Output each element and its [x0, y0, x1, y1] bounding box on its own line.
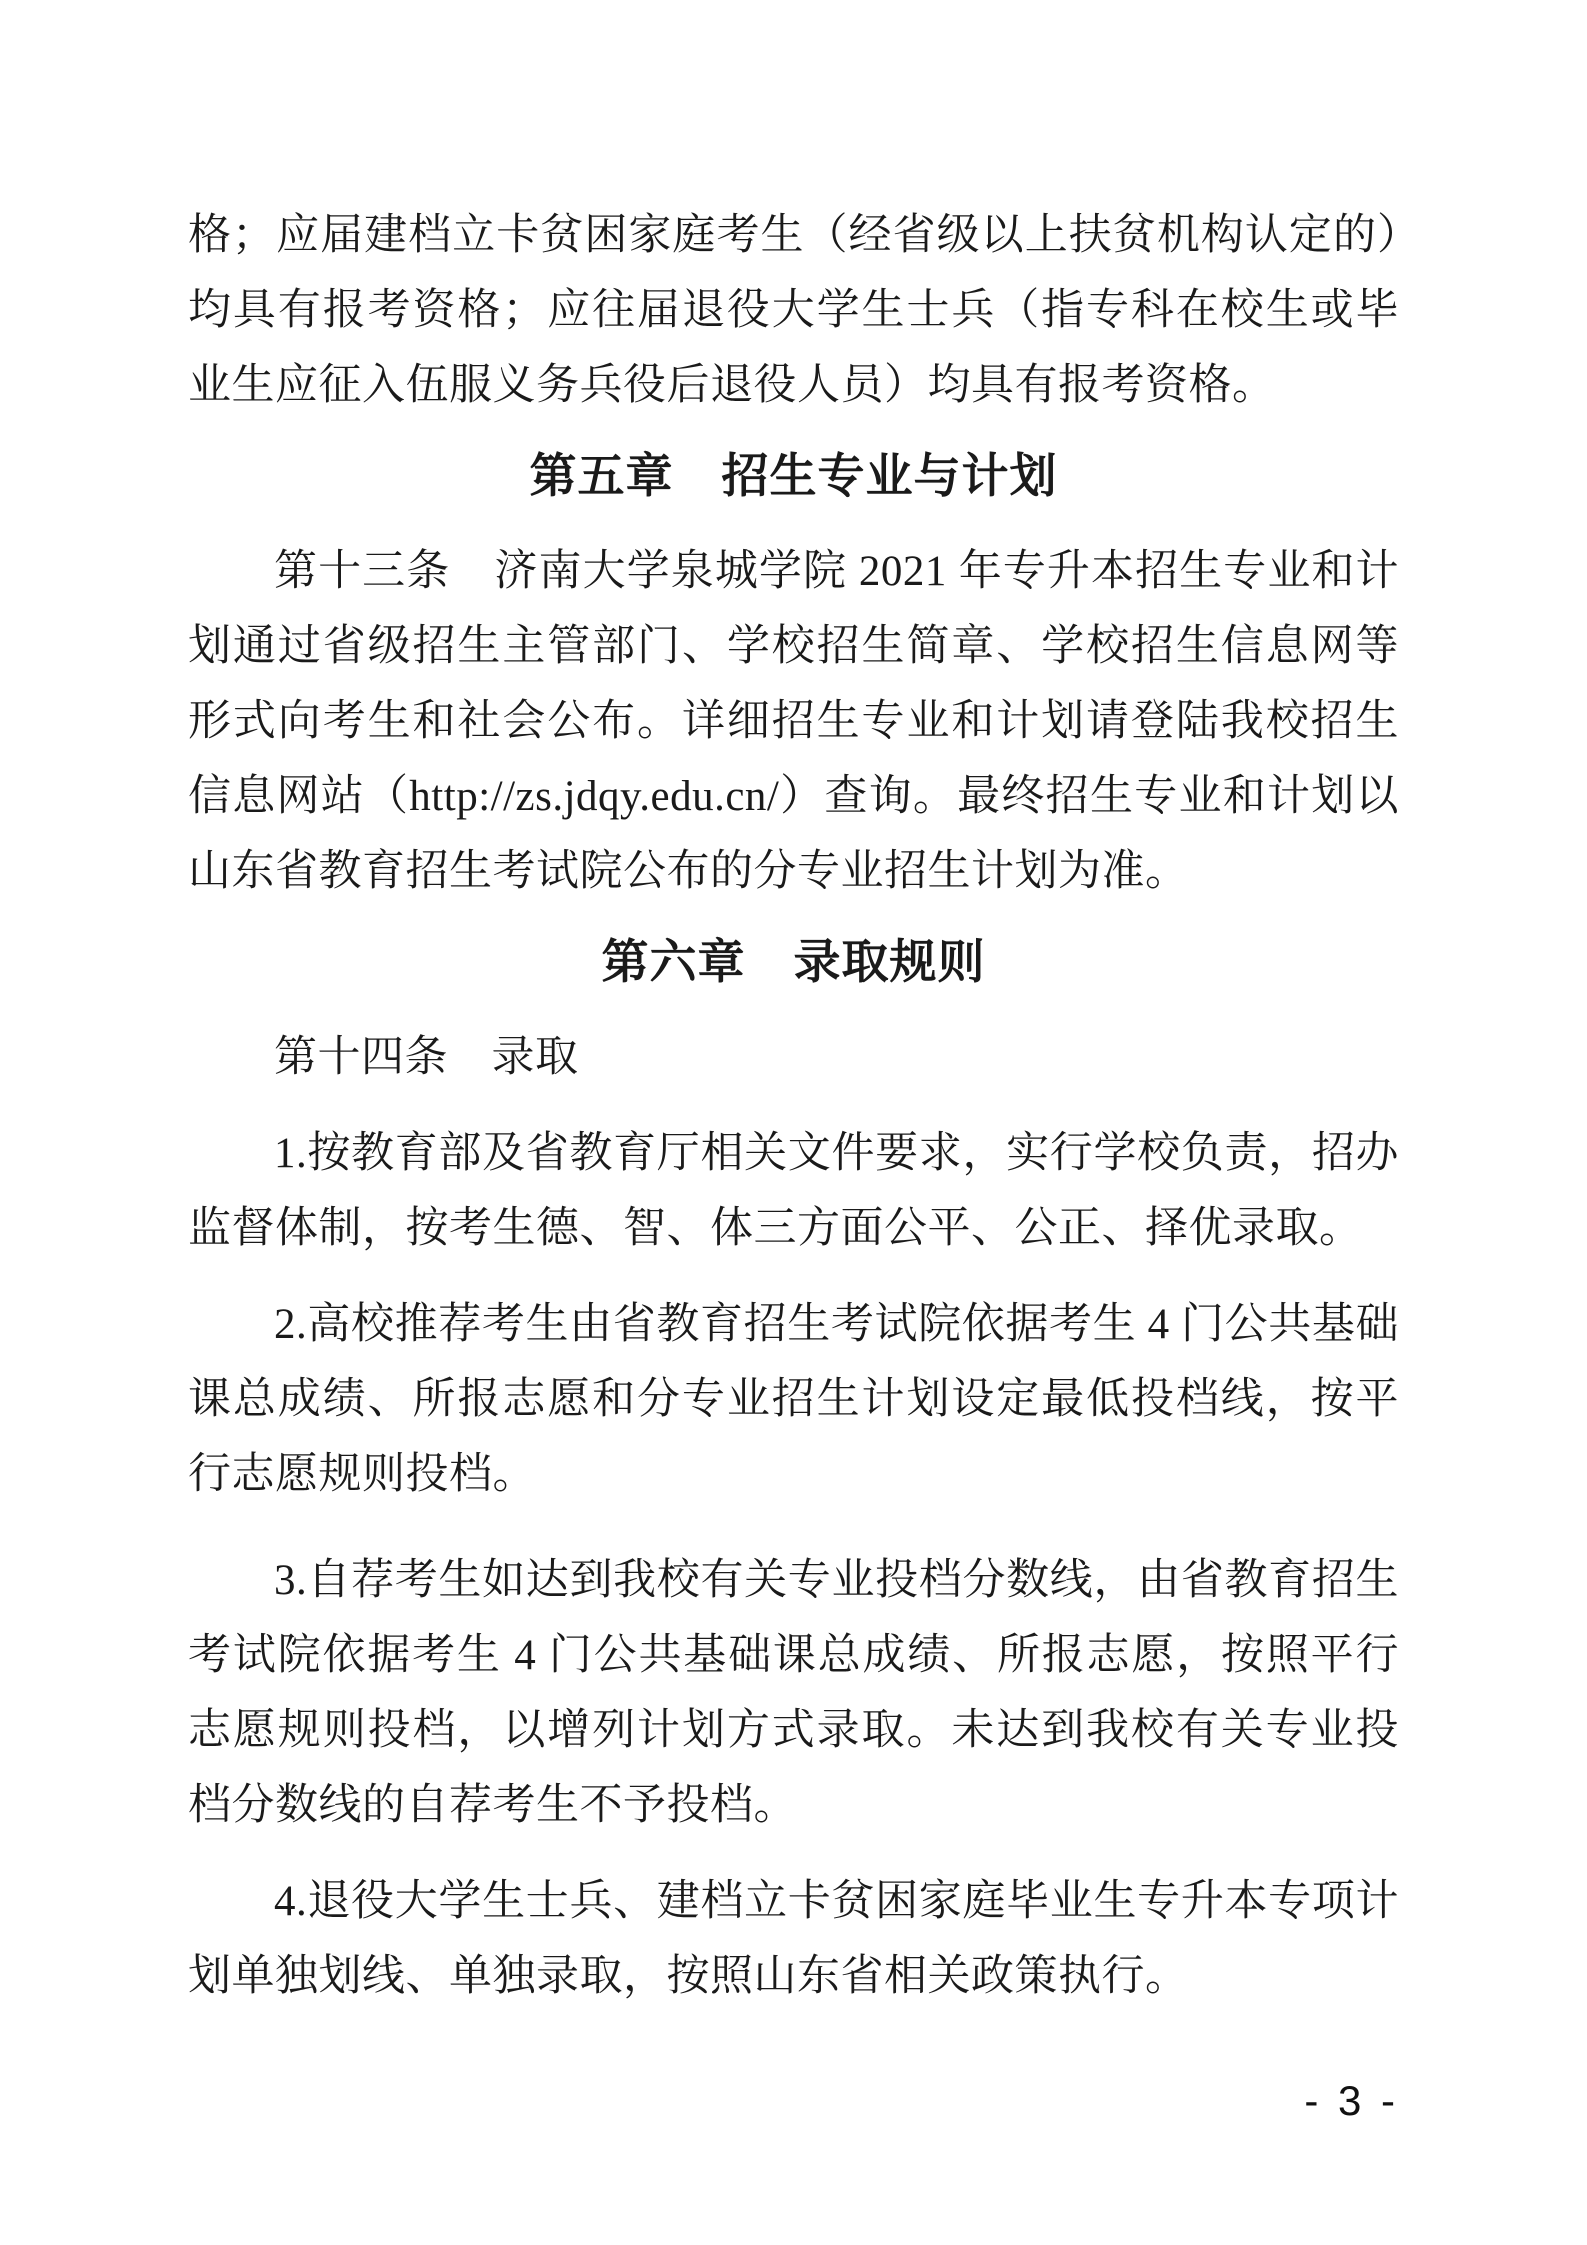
rule-4-paragraph: 4.退役大学生士兵、建档立卡贫困家庭毕业生专升本专项计划单独划线、单独录取，按照山东省相关政策执行。	[188, 1878, 1399, 2000]
rule-3-paragraph: 3.自荐考生如达到我校有关专业投档分数线，由省教育招生考试院依据考生 4 门公共基础课总成绩、所报志愿，按照平行志愿规则投档，以增列计划方式录取。未达到我校有关专业投档分数线的自荐考生不予投档。	[188, 1557, 1399, 1829]
rule-1-paragraph: 1.按教育部及省教育厅相关文件要求，实行学校负责，招办监督体制，按考生德、智、体三方面公平、公正、择优录取。	[188, 1130, 1399, 1252]
rule-2-paragraph: 2.高校推荐考生由省教育招生考试院依据考生 4 门公共基础课总成绩、所报志愿和分专业招生计划设定最低投档线，按平行志愿规则投档。	[188, 1301, 1399, 1498]
chapter-6-heading: 第六章 录取规则	[601, 935, 986, 988]
chapter-5-heading: 第五章 招生专业与计划	[529, 449, 1058, 502]
article-14-paragraph: 第十四条 录取	[274, 1034, 579, 1081]
article-13-paragraph: 第十三条 济南大学泉城学院 2021 年专升本招生专业和计划通过省级招生主管部门、学校招生简章、学校招生信息网等形式向考生和社会公布。详细招生专业和计划请登陆我校招生信息网站（http://zs.jdqy.edu.cn/）查询。最终招生专业和计划以山东省教育招生考试院公布的分专业招生计划为准。	[188, 548, 1399, 895]
continuation-paragraph: 格；应届建档立卡贫困家庭考生（经省级以上扶贫机构认定的）均具有报考资格；应往届退役大学生士兵（指专科在校生或毕业生应征入伍服义务兵役后退役人员）均具有报考资格。	[188, 212, 1399, 409]
page-number: - 3 -	[1304, 2077, 1399, 2124]
